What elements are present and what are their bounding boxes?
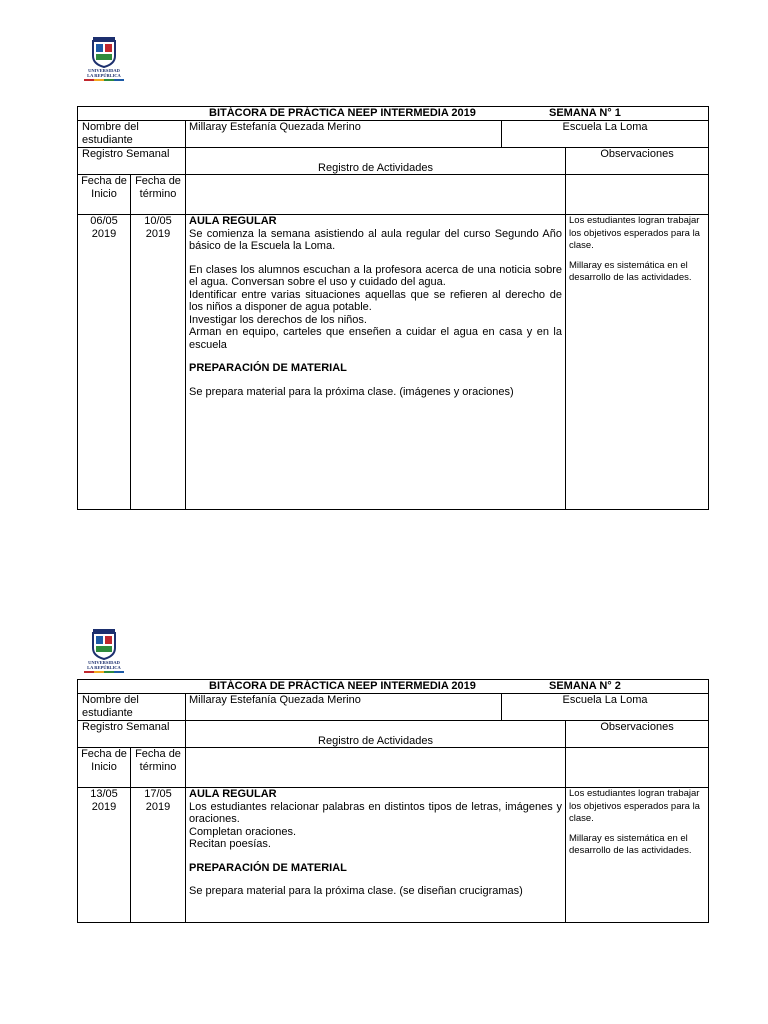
activity-line: Recitan poesías. — [189, 838, 271, 850]
activity-line: Completan oraciones. — [189, 825, 297, 838]
logbook-title: BITÁCORA DE PRÁCTICA NEEP INTERMEDIA 2019 — [209, 107, 476, 119]
crest-icon — [84, 36, 124, 68]
activity-line: En clases los alumnos escuchan a la profesora acerca de una noticia sobre el agua. Conversan sobre el uso y cuidado del agua. — [189, 263, 562, 288]
observation-2: Millaray es sistemática en el desarrollo de las actividades. — [569, 832, 692, 856]
activity-line: Se comienza la semana asistiendo al aula regular del curso Segundo Año básico de la Escuela la Loma. — [189, 227, 562, 252]
start-date: 13/05 2019 — [78, 788, 131, 923]
weekly-record-label: Registro Semanal — [78, 148, 186, 175]
school-name: Escuela La Loma — [502, 694, 709, 721]
end-date-label: Fecha de término — [131, 175, 186, 215]
week-number: SEMANA N° 1 — [549, 107, 621, 119]
observation-1: Los estudiantes logran trabajar los objetivos esperados para la clase. — [569, 788, 700, 824]
activities-label: Registro de Actividades — [186, 148, 566, 175]
student-name: Millaray Estefanía Quezada Merino — [186, 694, 502, 721]
university-logo — [84, 628, 124, 673]
activities-header-blank — [186, 175, 566, 215]
activity-line: Identificar entre varias situaciones aquellas que se refieren al derecho de los niños a disponer de agua potable. — [189, 288, 562, 313]
observations-header-blank — [566, 175, 709, 215]
section-heading-aula: AULA REGULAR — [189, 788, 277, 800]
end-date: 10/05 2019 — [131, 215, 186, 510]
material-text: Se prepara material para la próxima clase. (se diseñan crucigramas) — [189, 885, 523, 897]
activities-header-blank — [186, 748, 566, 788]
observations-header-blank — [566, 748, 709, 788]
start-date-label: Fecha de Inicio — [78, 748, 131, 788]
observations-label: Observaciones — [566, 148, 709, 175]
section-heading-material: PREPARACIÓN DE MATERIAL — [189, 861, 347, 874]
activity-line: Los estudiantes relacionar palabras en distintos tipos de letras, imágenes y oraciones. — [189, 800, 562, 825]
crest-icon — [84, 628, 124, 660]
end-date-label: Fecha de término — [131, 748, 186, 788]
student-label: Nombre del estudiante — [78, 694, 186, 721]
logbook-table-week-1 — [77, 106, 709, 510]
start-date-label: Fecha de Inicio — [78, 175, 131, 215]
activities-cell — [186, 215, 566, 510]
logo-text-2: LA REPÚBLICA — [87, 73, 121, 78]
section-heading-aula: AULA REGULAR — [189, 215, 277, 227]
school-name: Escuela La Loma — [502, 121, 709, 148]
observations-label: Observaciones — [566, 721, 709, 748]
logbook-title: BITÁCORA DE PRÁCTICA NEEP INTERMEDIA 2019 — [209, 680, 476, 692]
activities-label: Registro de Actividades — [186, 721, 566, 748]
section-heading-material: PREPARACIÓN DE MATERIAL — [189, 362, 347, 374]
logo-stripe — [84, 671, 124, 673]
student-label: Nombre del estudiante — [78, 121, 186, 148]
table-title-row — [78, 107, 709, 121]
logo-stripe — [84, 79, 124, 81]
logo-text-1: UNIVERSIDAD — [88, 660, 120, 665]
student-name: Millaray Estefanía Quezada Merino — [186, 121, 502, 148]
observation-2: Millaray es sistemática en el desarrollo de las actividades. — [569, 259, 692, 283]
observations-cell — [566, 788, 709, 923]
observations-cell — [566, 215, 709, 510]
material-text: Se prepara material para la próxima clase. (imágenes y oraciones) — [189, 385, 514, 398]
week-number: SEMANA N° 2 — [549, 680, 621, 692]
logo-text-1: UNIVERSIDAD — [88, 68, 120, 73]
activity-line: Investigar los derechos de los niños. — [189, 313, 367, 326]
weekly-record-label: Registro Semanal — [78, 721, 186, 748]
observation-1: Los estudiantes logran trabajar los objetivos esperados para la clase. — [569, 215, 700, 251]
start-date: 06/05 2019 — [78, 215, 131, 510]
university-logo — [84, 36, 124, 81]
table-title-row — [78, 680, 709, 694]
end-date: 17/05 2019 — [131, 788, 186, 923]
activities-cell — [186, 788, 566, 923]
logo-text-2: LA REPÚBLICA — [87, 665, 121, 670]
logbook-table-week-2 — [77, 679, 709, 923]
activity-line: Arman en equipo, carteles que enseñen a cuidar el agua en casa y en la escuela — [189, 326, 562, 351]
